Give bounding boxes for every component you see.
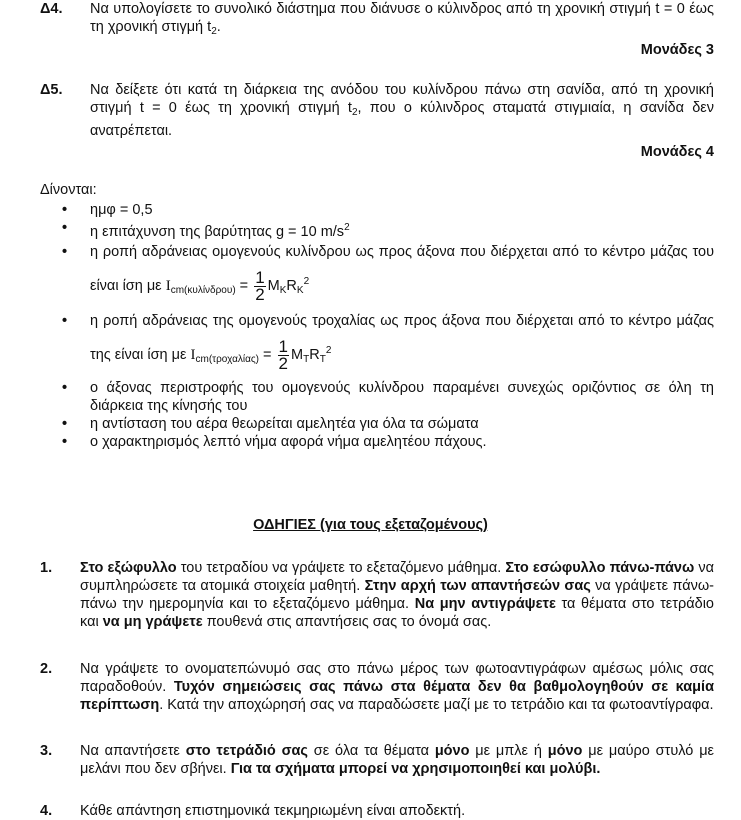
- instruction-number: 4.: [40, 803, 53, 819]
- instruction-1: [40, 559, 714, 631]
- question-d4: [40, 0, 714, 41]
- marks-d5: Μονάδες 4: [640, 144, 714, 160]
- instruction-number: 1.: [40, 560, 53, 576]
- given-item-text: η ροπή αδράνειας ομογενούς κυλίνδρου ως προς άξονα που διέρχεται από το κέντρο μάζας του είναι ίση με: [90, 244, 714, 294]
- given-item: [58, 415, 714, 433]
- given-item: [58, 237, 714, 306]
- given-item: [58, 201, 714, 219]
- text: με μπλε ή: [469, 743, 548, 759]
- given-item-text: η ροπή αδράνειας της ομογενούς τροχαλίας ως προς άξονα που διέρχεται από το κέντρο μάζας της είναι ίση με: [90, 313, 714, 363]
- bold-text: Στο εξώφυλλο: [80, 560, 177, 576]
- subscript: K: [279, 285, 287, 296]
- text: να συμπληρώσετε τα ατομικά στοιχεία μαθητή.: [80, 560, 714, 594]
- fraction-numerator: 1: [255, 267, 265, 287]
- given-item-text: ο άξονας περιστροφής του ομογενούς κυλίνδρου παραμένει συνεχώς οριζόντιος σε όλη τη διάρκεια της κίνησής του: [90, 380, 714, 414]
- bullet: •: [62, 244, 68, 260]
- superscript: 2: [303, 276, 310, 287]
- text: τα θέματα στο τετράδιο και: [80, 596, 714, 630]
- bold-text: Τυχόν σημειώσεις σας πάνω στα θέματα δεν θα βαθμολογηθούν σε καμία περίπτωση: [80, 679, 714, 713]
- instruction-text: [80, 559, 714, 631]
- question-label: Δ5.: [40, 82, 63, 98]
- given-item-text: ο χαρακτηρισμός λεπτό νήμα αφορά νήμα αμελητέου πάχους.: [90, 434, 487, 450]
- marks-d4: Μονάδες 3: [640, 42, 714, 58]
- instruction-number: 2.: [40, 661, 53, 677]
- instructions-title: ΟΔΗΓΙΕΣ (για τους εξεταζομένους): [253, 517, 488, 533]
- question-text-main: Να υπολογίσετε το συνολικό διάστημα που διάνυσε ο κύλινδρος από τη χρονική στιγμή t = 0 έως τη χρονική στιγμή t: [90, 1, 714, 35]
- equals: =: [259, 347, 276, 363]
- text: του τετραδίου να γράψετε το εξεταζόμενο μάθημα.: [176, 560, 506, 576]
- symbol: I: [165, 278, 171, 294]
- fraction: [278, 336, 289, 373]
- superscript: 2: [325, 345, 332, 356]
- symbol: M: [291, 347, 304, 363]
- bold-text: Στην αρχή των απαντήσεών σας: [364, 578, 591, 594]
- symbol: I: [190, 347, 196, 363]
- text: Κάθε απάντηση επιστημονικά τεκμηριωμένη είναι αποδεκτή.: [80, 803, 466, 819]
- given-item-text: η επιτάχυνση της βαρύτητας g = 10 m/s: [90, 224, 345, 240]
- fraction-denominator: 2: [278, 353, 289, 373]
- question-text-tail: .: [216, 19, 221, 35]
- bold-text: Για τα σχήματα μπορεί να χρησιμοποιηθεί και μολύβι.: [230, 761, 601, 777]
- given-item-text: ημφ = 0,5: [90, 202, 153, 218]
- instruction-4: [40, 802, 714, 820]
- question-text: [90, 0, 714, 41]
- text: με μαύρο στυλό με μελάνι που δεν σβήνει.: [80, 743, 715, 777]
- text: πουθενά στις απαντήσεις σας το όνομά σας.: [202, 614, 492, 630]
- instruction-text: [80, 660, 714, 714]
- symbol: R: [286, 278, 297, 294]
- given-item: [58, 433, 714, 451]
- subscript: K: [296, 285, 304, 296]
- bold-text: στο τετράδιό σας: [185, 743, 308, 759]
- subscript: cm(κυλίνδρου): [170, 285, 236, 296]
- question-text-tail: , που ο κύλινδρος σταματά στιγμιαία, η σανίδα δεν ανατρέπεται.: [90, 100, 714, 139]
- bullet: •: [62, 434, 68, 450]
- bold-text: Να μην αντιγράψετε: [414, 596, 556, 612]
- bullet: •: [62, 220, 68, 236]
- question-text-main: Να δείξετε ότι κατά τη διάρκεια της ανόδου του κυλίνδρου πάνω στη σανίδα, από τη χρονική στιγμή t = 0 έως τη χρονική στιγμή t: [90, 82, 714, 116]
- text: σε όλα τα θέματα: [307, 743, 435, 759]
- given-item-text: η αντίσταση του αέρα θεωρείται αμελητέα για όλα τα σώματα: [90, 416, 479, 432]
- text: Να απαντήσετε: [80, 743, 186, 759]
- subscript: cm(τροχαλίας): [195, 354, 260, 365]
- text: . Κατά την αποχώρησή σας να παραδώσετε μαζί με το τετράδιο και τα φωτοαντίγραφα.: [159, 697, 714, 713]
- bullet: •: [62, 202, 68, 218]
- text: Να γράψετε το ονοματεπώνυμό σας στο πάνω μέρος των φωτοαντιγράφων αμέσως μόλις σας παραδοθούν.: [80, 661, 714, 695]
- given-item: [58, 306, 714, 375]
- bold-text: να μη γράψετε: [102, 614, 203, 630]
- question-d5: [40, 81, 714, 140]
- bold-text: μόνο: [547, 743, 583, 759]
- fraction: [254, 267, 265, 304]
- fraction-denominator: 2: [255, 284, 265, 304]
- given-item: [58, 379, 714, 415]
- bold-text: Στο εσώφυλλο πάνω-πάνω: [505, 560, 695, 576]
- instruction-number: 3.: [40, 743, 53, 759]
- symbol: R: [309, 347, 320, 363]
- bullet: •: [62, 380, 68, 396]
- question-label: Δ4.: [40, 1, 63, 17]
- superscript: 2: [344, 222, 350, 233]
- instruction-text: [80, 742, 714, 778]
- bold-text: μόνο: [434, 743, 470, 759]
- instruction-3: [40, 742, 714, 778]
- symbol: M: [267, 278, 280, 294]
- instruction-2: [40, 660, 714, 714]
- given-list: [58, 201, 714, 451]
- question-text: [90, 81, 714, 140]
- bullet: •: [62, 313, 68, 329]
- given-heading: Δίνονται:: [40, 182, 97, 198]
- subscript: T: [303, 354, 310, 365]
- fraction-numerator: 1: [278, 336, 289, 356]
- equals: =: [235, 278, 253, 294]
- subscript: 2: [211, 26, 217, 37]
- bullet: •: [62, 416, 68, 432]
- text: να γράψετε πάνω-πάνω την ημερομηνία και το εξεταζόμενο μάθημα.: [80, 578, 714, 612]
- subscript: T: [319, 354, 326, 365]
- instruction-text: [80, 802, 714, 820]
- subscript: 2: [351, 107, 358, 118]
